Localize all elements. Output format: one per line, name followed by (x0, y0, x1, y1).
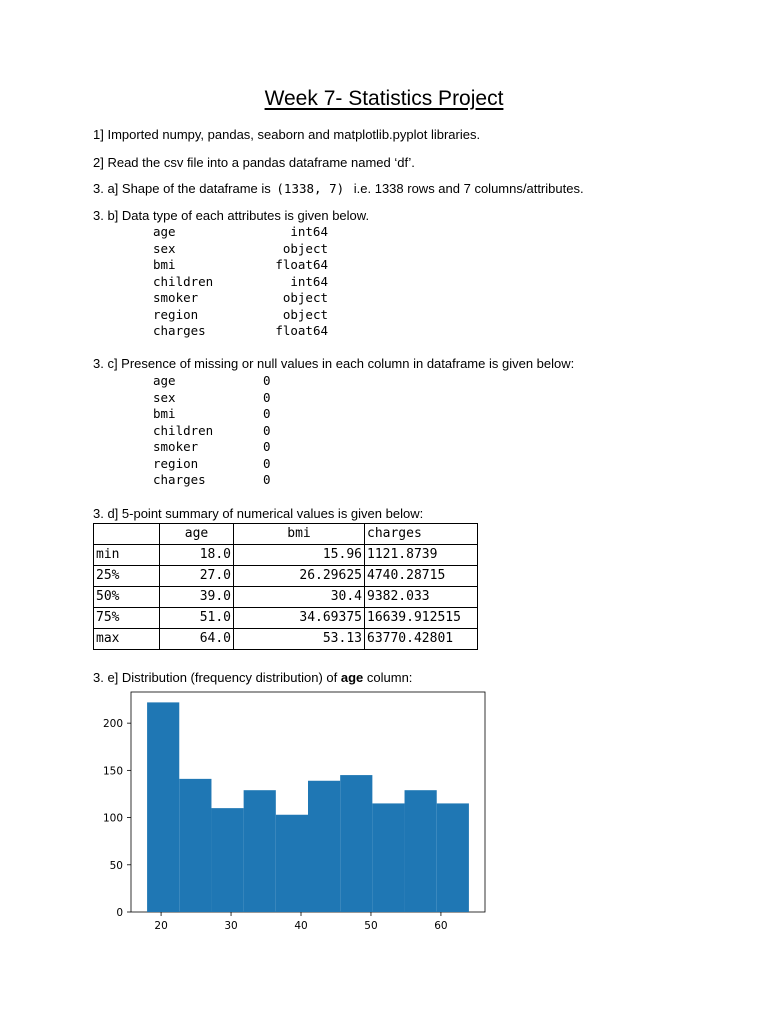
histogram-bar (437, 803, 469, 912)
null-count-row-label: sex (153, 389, 176, 405)
null-count-row-label: smoker (153, 439, 199, 454)
null-count-row-value: 0 (263, 389, 271, 405)
summary-stat-label: 50% (94, 587, 160, 608)
y-tick-label: 150 (102, 765, 123, 778)
summary-stat-label: min (94, 545, 160, 566)
null-count-row-label: children (153, 422, 214, 438)
summary-charges-value: 16639.912515 (365, 608, 478, 629)
dtype-row-label: smoker (153, 290, 199, 305)
null-count-row-value: 0 (263, 439, 271, 454)
summary-age-value: 39.0 (160, 587, 234, 608)
summary-bmi-value: 30.4 (234, 587, 365, 608)
histogram-bars (147, 702, 469, 912)
step-2-text: 2] Read the csv file into a pandas dataframe named ‘df’. (93, 155, 415, 170)
histogram-bar (276, 815, 308, 912)
dtype-row-value: float64 (275, 257, 328, 272)
summary-age-value: 64.0 (160, 629, 234, 650)
shape-value: (1338, 7) (276, 181, 345, 196)
summary-header-age: age (160, 524, 234, 545)
dtype-row-label: region (153, 306, 199, 322)
null-count-row-value: 0 (263, 373, 271, 388)
histogram-bar (211, 808, 243, 912)
dtype-row-label: children (153, 273, 214, 289)
null-count-row-value: 0 (263, 406, 271, 421)
x-tick-label: 30 (224, 920, 238, 932)
page-title: Week 7- Statistics Project (264, 87, 504, 110)
summary-age-value: 18.0 (160, 545, 234, 566)
step-1-text: 1] Imported numpy, pandas, seaborn and matplotlib.pyplot libraries. (93, 127, 481, 142)
dtype-row-value: int64 (290, 273, 328, 289)
step-3e-prefix: 3. e] Distribution (frequency distribution) of (93, 670, 338, 685)
summary-stat-label: 75% (94, 608, 160, 629)
summary-bmi-value: 53.13 (234, 629, 365, 650)
dtype-row-value: int64 (290, 224, 328, 239)
histogram-bar (244, 790, 276, 912)
dtype-row-label: sex (153, 240, 176, 256)
step-3b-text: 3. b] Data type of each attributes is given below. (93, 208, 370, 223)
summary-charges-value: 1121.8739 (365, 545, 478, 566)
step-3d-text: 3. d] 5-point summary of numerical values is given below: (93, 506, 424, 521)
dtype-row-value: object (282, 290, 328, 305)
dtype-row-value: float64 (275, 323, 328, 338)
null-count-row-value: 0 (263, 422, 271, 438)
histogram-bar (147, 702, 179, 912)
histogram-bar (405, 790, 437, 912)
histogram-bar (179, 779, 211, 912)
summary-age-value: 51.0 (160, 608, 234, 629)
step-3a-prefix: 3. a] Shape of the dataframe is (93, 181, 271, 196)
summary-bmi-value: 34.69375 (234, 608, 365, 629)
null-count-row-label: region (153, 455, 199, 471)
dtype-row-label: age (153, 224, 176, 239)
step-3a-suffix: i.e. 1338 rows and 7 columns/attributes. (353, 181, 584, 196)
dtype-row-value: object (282, 306, 328, 322)
x-axis-ticks (154, 912, 447, 932)
step-3c-text: 3. c] Presence of missing or null values in each column in dataframe is given below: (93, 356, 575, 371)
x-tick-label: 40 (294, 920, 308, 932)
summary-stat-label: max (94, 629, 160, 650)
null-count-row-label: age (153, 373, 176, 388)
dtype-row-label: charges (153, 323, 206, 338)
histogram-bar (372, 803, 404, 912)
step-3e-column-name: age (340, 670, 364, 685)
y-tick-label: 200 (102, 718, 123, 731)
summary-charges-value: 4740.28715 (365, 566, 478, 587)
null-count-row-label: bmi (153, 406, 176, 421)
histogram-bar (340, 775, 372, 912)
y-tick-label: 100 (102, 812, 123, 825)
summary-bmi-value: 15.96 (234, 545, 365, 566)
x-tick-label: 20 (154, 920, 168, 932)
summary-bmi-value: 26.29625 (234, 566, 365, 587)
null-count-row-label: charges (153, 472, 206, 487)
null-count-row-value: 0 (263, 455, 271, 471)
histogram-bar (308, 781, 340, 912)
summary-stat-label: 25% (94, 566, 160, 587)
step-3e-suffix: column: (366, 670, 413, 685)
summary-header-bmi: bmi (234, 524, 365, 545)
summary-charges-value: 63770.42801 (365, 629, 478, 650)
y-axis-ticks (103, 718, 131, 919)
dtype-row-value: object (282, 240, 328, 256)
x-tick-label: 60 (434, 920, 448, 932)
x-tick-label: 50 (364, 920, 378, 932)
summary-charges-value: 9382.033 (365, 587, 478, 608)
y-tick-label: 0 (116, 907, 123, 919)
y-tick-label: 50 (109, 859, 123, 872)
null-count-row-value: 0 (263, 472, 271, 487)
summary-age-value: 27.0 (160, 566, 234, 587)
dtype-row-label: bmi (153, 257, 176, 272)
summary-header-charges: charges (365, 524, 478, 545)
